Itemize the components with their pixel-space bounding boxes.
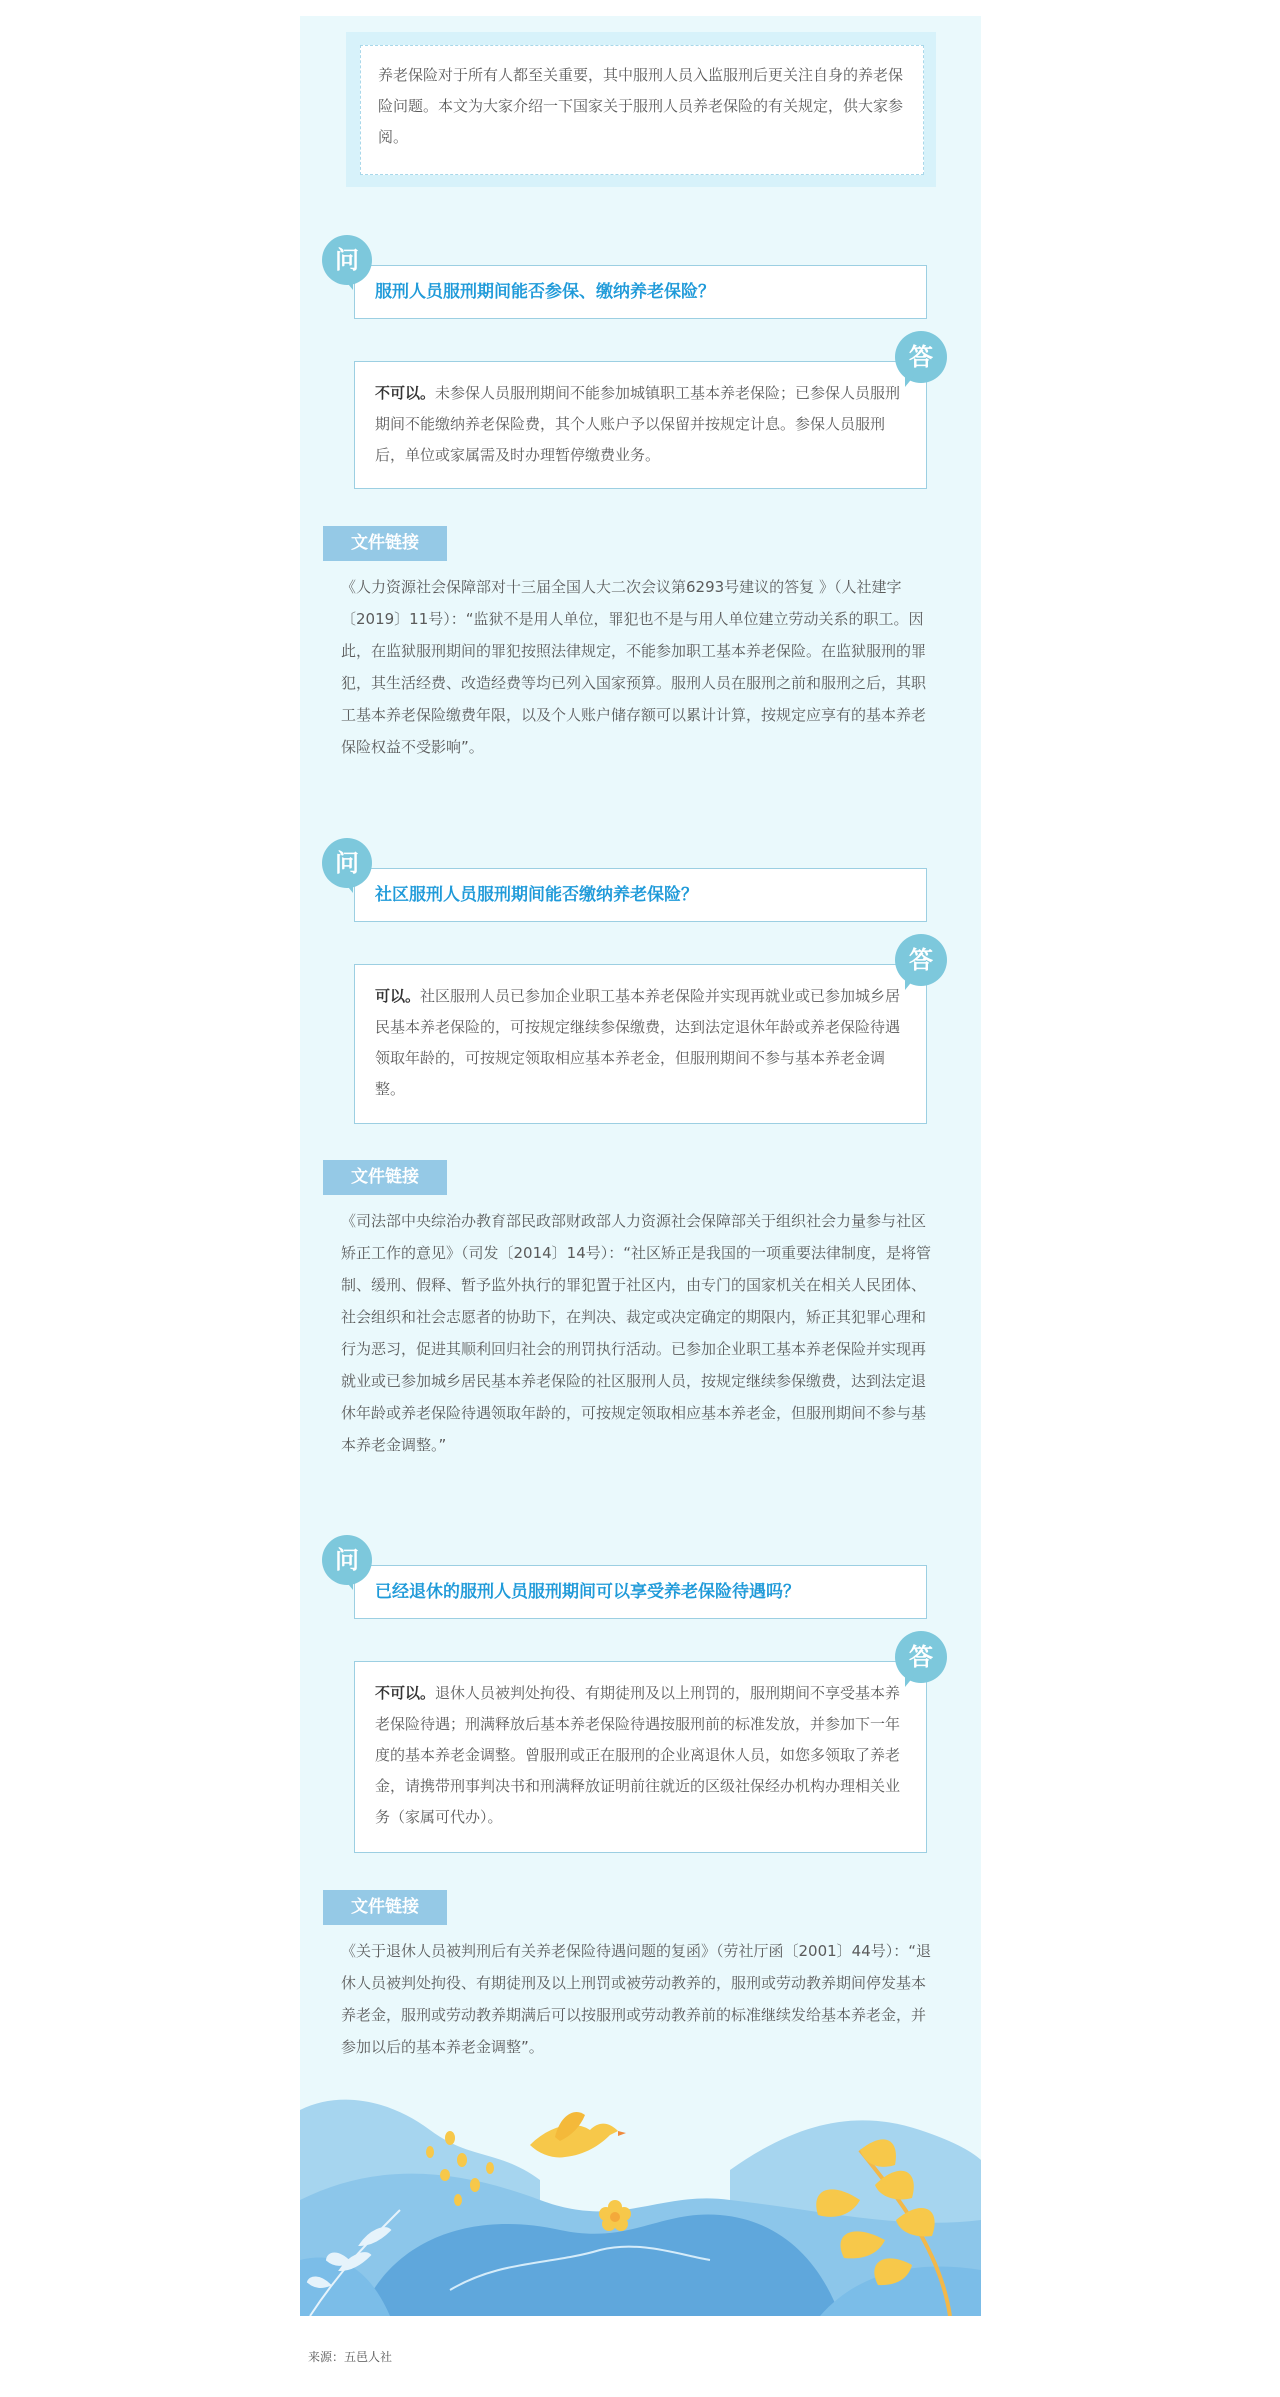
bird-icon	[530, 2112, 626, 2158]
answer-badge-label: 答	[909, 1643, 933, 1671]
landscape-illustration	[300, 2090, 981, 2316]
answer-box-1	[354, 361, 927, 489]
answer-lead-2: 可以。	[375, 987, 421, 1005]
intro-text: 养老保险对于所有人都至关重要，其中服刑人员入监服刑后更关注自身的养老保险问题。本文为大家介绍一下国家关于服刑人员养老保险的有关规定，供大家参阅。	[378, 66, 904, 146]
question-badge-2	[322, 838, 372, 888]
answer-badge-1	[895, 331, 947, 383]
answer-lead-1: 不可以。	[375, 384, 436, 402]
file-link-text-1: 《人力资源社会保障部对十三届全国人大二次会议第6293号建议的答复 》（人社建字〔2019〕11号）：“监狱不是用人单位，罪犯也不是与用人单位建立劳动关系的职工。因此，在监狱服刑期间的罪犯按照法律规定，不能参加职工基本养老保险。在监狱服刑的罪犯，其生活经费、改造经费等均已列入国家预算。服刑人员在服刑之前和服刑之后，其职工基本养老保险缴费年限，以及个人账户储存额可以累计计算，按规定应享有的基本养老保险权益不受影响”。	[341, 578, 927, 756]
answer-badge-label: 答	[909, 946, 933, 974]
answer-body-1: 未参保人员服刑期间不能参加城镇职工基本养老保险；已参保人员服刑期间不能缴纳养老保险费，其个人账户予以保留并按规定计息。参保人员服刑后，单位或家属需及时办理暂停缴费业务。	[375, 384, 901, 464]
answer-box-2	[354, 964, 927, 1124]
answer-badge-label: 答	[909, 343, 933, 371]
question-text-3: 已经退休的服刑人员服刑期间可以享受养老保险待遇吗？	[375, 1582, 800, 1602]
question-box-2	[354, 868, 927, 922]
file-link-text-2: 《司法部中央综治办教育部民政部财政部人力资源社会保障部关于组织社会力量参与社区矫正工作的意见》（司发〔2014〕14号）：“社区矫正是我国的一项重要法律制度，是将管制、缓刑、假释、暂予监外执行的罪犯置于社区内，由专门的国家机关在相关人民团体、社会组织和社会志愿者的协助下，在判决、裁定或决定确定的期限内，矫正其犯罪心理和行为恶习，促进其顺利回归社会的刑罚执行活动。已参加企业职工基本养老保险并实现再就业或已参加城乡居民基本养老保险的社区服刑人员，按规定继续参保缴费，达到法定退休年龄或养老保险待遇领取年龄的，可按规定领取相应基本养老金，但服刑期间不参与基本养老金调整。”	[341, 1212, 932, 1454]
file-link-tag-2: 文件链接	[323, 1160, 447, 1195]
question-badge-1	[322, 235, 372, 285]
question-box-1	[354, 265, 927, 319]
answer-badge-2	[895, 934, 947, 986]
intro-box	[360, 45, 924, 175]
answer-body-3: 退休人员被判处拘役、有期徒刑及以上刑罚的，服刑期间不享受基本养老保险待遇；刑满释放后基本养老保险待遇按服刑前的标准发放，并参加下一年度的基本养老金调整。曾服刑或正在服刑的企业离退休人员，如您多领取了养老金，请携带刑事判决书和刑满释放证明前往就近的区级社保经办机构办理相关业务（家属可代办）。	[375, 1684, 901, 1826]
question-badge-label: 问	[335, 1546, 359, 1574]
answer-badge-3	[895, 1631, 947, 1683]
file-link-tag-1: 文件链接	[323, 526, 447, 561]
question-text-1: 服刑人员服刑期间能否参保、缴纳养老保险？	[375, 282, 715, 302]
question-text-2: 社区服刑人员服刑期间能否缴纳养老保险？	[375, 885, 698, 905]
answer-lead-3: 不可以。	[375, 1684, 436, 1702]
question-badge-label: 问	[335, 849, 359, 877]
answer-body-2: 社区服刑人员已参加企业职工基本养老保险并实现再就业或已参加城乡居民基本养老保险的，可按规定继续参保缴费，达到法定退休年龄或养老保险待遇领取年龄的，可按规定领取相应基本养老金，但服刑期间不参与基本养老金调整。	[375, 987, 901, 1098]
file-link-text-3: 《关于退休人员被判刑后有关养老保险待遇问题的复函》（劳社厅函〔2001〕44号）：“退休人员被判处拘役、有期徒刑及以上刑罚或被劳动教养的，服刑或劳动教养期间停发基本养老金，服刑或劳动教养期满后可以按服刑或劳动教养前的标准继续发给基本养老金，并参加以后的基本养老金调整”。	[341, 1942, 932, 2056]
source-footer: 来源：五邑人社	[308, 2350, 393, 2364]
answer-box-3	[354, 1661, 927, 1853]
question-badge-3	[322, 1535, 372, 1585]
flower-icon	[599, 2200, 631, 2231]
question-box-3	[354, 1565, 927, 1619]
question-badge-label: 问	[335, 246, 359, 274]
file-link-tag-3: 文件链接	[323, 1890, 447, 1925]
